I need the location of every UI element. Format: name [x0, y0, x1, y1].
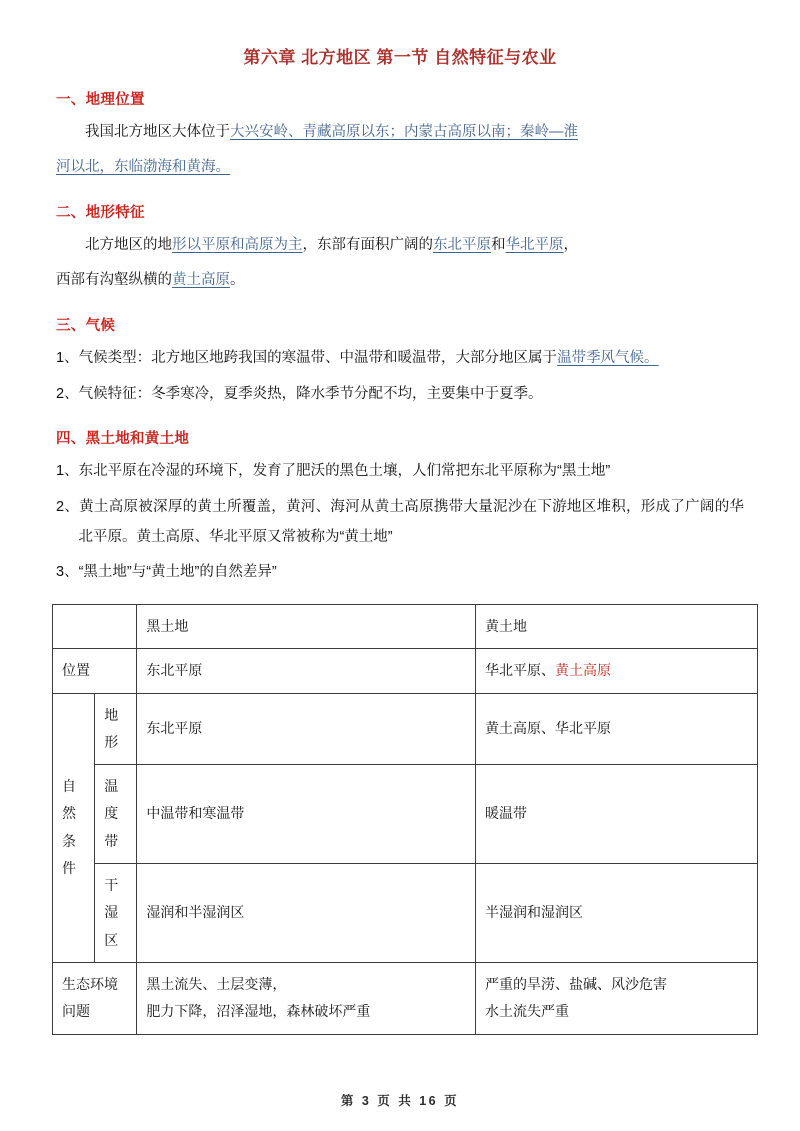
table-header-corner	[53, 604, 137, 648]
table-cell-landform-black: 东北平原	[137, 693, 476, 765]
table-rowlabel-ecology: 生态环境问题	[53, 962, 137, 1034]
text-plain: 2、气候特征：冬季寒冷，夏季炎热，降水季节分配不均，主要集中于夏季。	[56, 385, 543, 402]
label-line-1: 自然	[62, 778, 76, 822]
table-cell-location-yellow	[475, 649, 757, 693]
text-plain: 我国北方地区大体位于	[85, 123, 230, 140]
underlined-text: 黄土高原	[172, 272, 230, 289]
ecology-black-line-2: 肥力下降，沼泽湿地，森林破坏严重	[146, 1003, 371, 1020]
list-item-soil-differences: 3、“黑土地”与“黄土地”的自然差异”	[56, 564, 277, 581]
underlined-text: 温带	[557, 349, 587, 366]
highlighted-text: 黄土高原	[554, 662, 611, 679]
table-rowlabel-natural-conditions	[53, 693, 95, 962]
section-heading-soils: 四、黑土地和黄土地	[56, 431, 190, 448]
table-cell-humidity-black: 湿润和半湿润区	[137, 864, 476, 963]
paragraph-landform	[56, 231, 744, 261]
ecology-black-line-1: 黑土流失、土层变薄，	[146, 975, 287, 992]
ecology-yellow-line-2: 水土流失严重	[484, 1003, 569, 1020]
table-rowlabel-humidity: 干湿区	[95, 864, 137, 963]
list-item-black-soil: 1、东北平原在冷湿的环境下，发育了肥沃的黑色土壤，人们常把东北平原称为“黑土地”	[56, 463, 611, 480]
text-plain: 1、气候类型：北方地区地跨我国的寒温带、中温带和暖温带，大部分地区属于	[56, 349, 558, 366]
table-cell-ecology-yellow	[475, 962, 757, 1034]
table-cell-landform-yellow: 黄土高原、华北平原	[475, 693, 757, 765]
table-header-yellow-soil: 黄土地	[475, 604, 757, 648]
underlined-text: 季风气候。	[586, 349, 659, 366]
table-row-ecology	[53, 962, 758, 1034]
list-item-yellow-soil: 2、黄土高原被深厚的黄土所覆盖，黄河、海河从黄土高原携带大量泥沙在下游地区堆积，形成了广阔的华北平原。黄土高原、华北平原又常被称为“黄土地”	[56, 498, 744, 545]
table-row-location	[53, 649, 758, 693]
underlined-text: 形以平原和高原为主	[172, 236, 303, 253]
text-plain: 北方地区的地	[85, 236, 172, 253]
soil-comparison-table	[52, 604, 758, 1035]
paragraph-landform-cont	[56, 266, 744, 296]
table-cell-location-black: 东北平原	[137, 649, 476, 693]
table-rowlabel-temperature: 温度带	[95, 765, 137, 864]
table-row-humidity	[53, 864, 758, 963]
underlined-text: 东北平原	[433, 236, 491, 253]
section-heading-landform: 二、地形特征	[56, 204, 145, 221]
text-plain: ，东部有面积广阔的	[302, 236, 433, 253]
text-plain: 西部有沟壑纵横的	[56, 272, 172, 289]
comparison-table-wrapper	[52, 604, 758, 1035]
table-rowlabel-location: 位置	[53, 649, 137, 693]
table-cell-humidity-yellow: 半湿润和湿润区	[475, 864, 757, 963]
list-item-climate-type	[56, 344, 744, 374]
table-header-black-soil: 黑土地	[137, 604, 476, 648]
table-cell-temperature-yellow: 暖温带	[475, 765, 757, 864]
text-plain: 。	[230, 272, 245, 289]
label-line-2: 条件	[62, 832, 76, 877]
table-cell-temperature-black: 中温带和寒温带	[137, 765, 476, 864]
table-cell-ecology-black	[137, 962, 476, 1034]
text-plain: ，	[563, 236, 578, 253]
table-row-header	[53, 604, 758, 648]
paragraph-location	[56, 118, 744, 148]
underlined-text: 大兴安岭、青藏高原以东；内蒙古高原以南；秦岭—淮	[230, 123, 578, 140]
page-title: 第六章 北方地区 第一节 自然特征与农业	[243, 48, 557, 67]
text-plain: 华北平原、	[484, 662, 555, 679]
table-rowlabel-landform: 地形	[95, 693, 137, 765]
ecology-yellow-line-1: 严重的旱涝、盐碱、风沙危害	[484, 975, 667, 992]
underlined-text: 华北平原	[505, 236, 564, 253]
paragraph-location-cont	[56, 153, 744, 183]
list-item-climate-feature	[56, 380, 744, 410]
table-row-landform	[53, 693, 758, 765]
section-heading-location: 一、地理位置	[56, 91, 145, 108]
underlined-text: 河以北，东临渤海和黄海。	[56, 159, 230, 176]
page-footer: 第 3 页 共 16 页	[340, 1094, 460, 1108]
section-heading-climate: 三、气候	[56, 318, 116, 335]
text-plain: 和	[491, 236, 506, 253]
table-row-temperature	[53, 765, 758, 864]
